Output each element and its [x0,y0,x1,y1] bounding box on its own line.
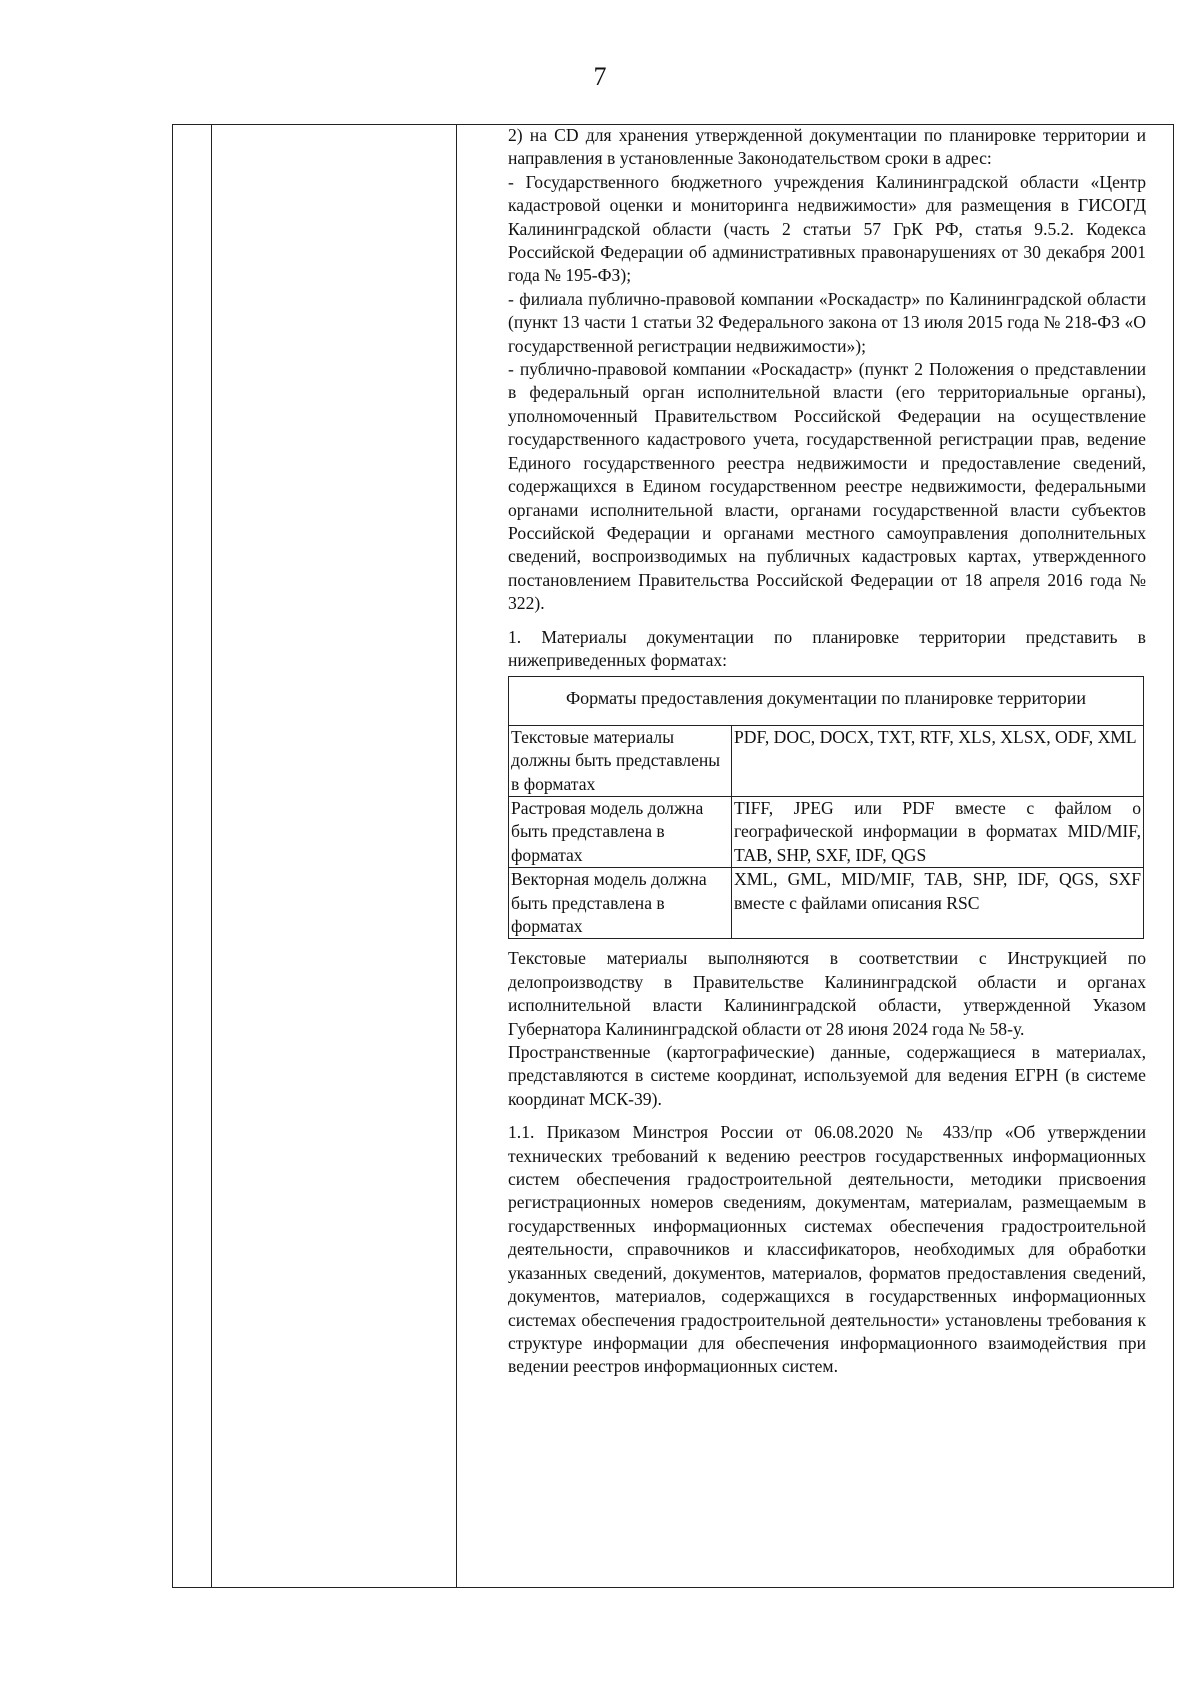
paragraph-formats-intro: 1. Материалы документации по планировке территории представить в нижеприведенных форматах: [508,626,1146,670]
column-divider-2 [456,125,457,1587]
format-type-label: Векторная модель должна быть представлена в форматах [509,868,732,939]
paragraph-cd-storage: 2) на CD для хранения утвержденной документации по планировке территории и направления в установленные Законодательством сроки в адрес: [508,125,1146,169]
format-type-value: XML, GML, MID/MIF, TAB, SHP, IDF, QGS, SXF вместе с файлами описания RSC [732,868,1144,939]
paragraph-roskadastr: - публично-правовой компании «Роскадастр» (пункт 2 Положения о представлении в федеральный орган исполнительной власти (его территориальные органы), уполномоченный Правительством Российской Федерации на осуществление государственного кадастрового учета, государственной регистрации прав, ведение Единого государственного реестра недвижимости и предоставление сведений, содержащихся в Едином государственном реестре недвижимости, федеральными органами исполнительной власти, органами государственной власти субъектов Российской Федерации и органами местного самоуправления дополнительных сведений, воспроизводимых на публичных кадастровых картах, утвержденного постановлением Правительства Российской Федерации от 18 апреля 2016 года № 322). [508,359,1146,614]
formats-table-header: Форматы предоставления документации по планировке территории [509,677,1144,725]
right-column-content [508,124,1146,1379]
paragraph-minstroy-order: 1.1. Приказом Минстроя России от 06.08.2020 № 433/пр «Об утверждении технических требований к ведению реестров государственных информационных систем обеспечения градостроительной деятельности, методики присвоения регистрационных номеров сведениям, документам, материалам, размещаемым в государственных информационных системах обеспечения градостроительной деятельности, справочников и классификаторов, необходимых для обработки указанных сведений, документов, материалов, форматов предоставления сведений, документов, материалов, содержащихся в государственных информационных системах обеспечения градостроительной деятельности» установлены требования к структуре информации для обеспечения информационного взаимодействия при ведении реестров информационных систем. [508,1122,1146,1377]
paragraph-text-materials: Текстовые материалы выполняются в соответствии с Инструкцией по делопроизводству в Правительстве Калининградской области и органах исполнительной власти Калининградской области, утвержденной Указом Губернатора Калининградской области от 28 июня 2024 года № 58-у. [508,948,1146,1039]
format-type-value: PDF, DOC, DOCX, TXT, RTF, XLS, XLSX, ODF, XML [732,725,1144,796]
formats-table-header-row [509,677,1144,725]
format-type-value: TIFF, JPEG или PDF вместе с файлом о географической информации в форматах MID/MIF, TAB, SHP, SXF, IDF, QGS [732,796,1144,867]
paragraph-spatial-data: Пространственные (картографические) данные, содержащиеся в материалах, представляются в системе координат, используемой для ведения ЕГРН (в системе координат МСК-39). [508,1042,1146,1109]
column-divider-1 [211,125,212,1587]
table-row [509,725,1144,796]
table-row [509,796,1144,867]
format-type-label: Растровая модель должна быть представлена в форматах [509,796,732,867]
format-type-label: Текстовые материалы должны быть представлены в форматах [509,725,732,796]
paragraph-gbu-center: - Государственного бюджетного учреждения Калининградской области «Центр кадастровой оценки и мониторинга недвижимости» для размещения в ГИСОГД Калининградской области (часть 2 статьи 57 ГрК РФ, статья 9.5.2. Кодекса Российской Федерации об административных правонарушениях от 30 декабря 2001 года № 195-ФЗ); [508,171,1146,286]
table-row [509,868,1144,939]
page-number: 7 [593,62,607,91]
paragraph-roskadastr-branch: - филиала публично-правовой компании «Роскадастр» по Калининградской области (пункт 13 части 1 статьи 32 Федерального закона от 13 июля 2015 года № 218-ФЗ «О государственной регистрации недвижимости»); [508,288,1146,356]
formats-table [508,676,1144,939]
